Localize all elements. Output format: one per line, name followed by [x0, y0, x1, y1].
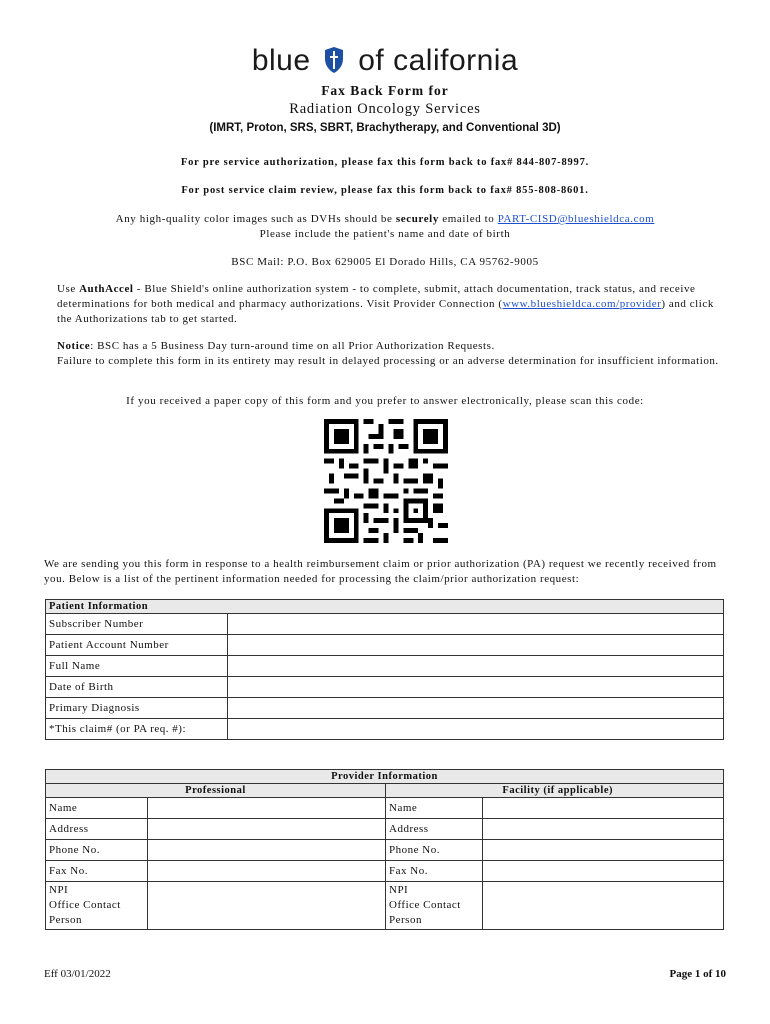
page-of: of — [700, 968, 715, 980]
professional-phone-field[interactable] — [148, 840, 386, 861]
form-subtitle: (IMRT, Proton, SRS, SBRT, Brachytherapy, and Conventional 3D) — [209, 122, 561, 134]
professional-header: Professional — [46, 784, 386, 798]
intro-paragraph: We are sending you this form in response to a health reimbursement claim or prior authorization (PA) request we recently received from you. Below is a list of the pertinent information needed for processing the claim/prior authorization request: — [44, 558, 717, 585]
logo-left: blue — [251, 44, 311, 77]
facility-label: Name — [386, 798, 483, 819]
shield-icon — [323, 46, 345, 82]
facility-label: Address — [386, 819, 483, 840]
patient-label: *This claim# (or PA req. #): — [46, 719, 228, 740]
patient-label: Primary Diagnosis — [46, 698, 228, 719]
authaccel-paragraph — [57, 282, 722, 327]
facility-fax-field[interactable] — [483, 861, 724, 882]
subscriber-number-field[interactable] — [228, 614, 724, 635]
facility-npi-field[interactable] — [483, 882, 724, 930]
patient-label: Full Name — [46, 656, 228, 677]
auth-text: - Blue Shield's online authorization system - to complete, submit, attach documentation, track status, and receive determinations for both medical and pharmacy authorizations. Visit Provider Connection ( — [57, 283, 696, 310]
patient-label: Patient Account Number — [46, 635, 228, 656]
page-total: 10 — [715, 968, 726, 980]
professional-label: Fax No. — [46, 861, 148, 882]
images-line — [0, 213, 770, 225]
effective-date: Eff 03/01/2022 — [44, 968, 111, 980]
professional-address-field[interactable] — [148, 819, 386, 840]
provider-link[interactable]: www.blueshieldca.com/provider — [502, 298, 662, 310]
page-number — [669, 968, 726, 980]
images-text: Any high-quality color images such as DVHs should be — [115, 213, 396, 225]
notice-text-2: Failure to complete this form in its entirety may result in delayed processing or an adverse determination for insufficient information. — [57, 355, 719, 367]
logo-right: of california — [358, 44, 519, 77]
form-title-line1: Fax Back Form for — [321, 83, 449, 98]
primary-diagnosis-field[interactable] — [228, 698, 724, 719]
date-of-birth-field[interactable] — [228, 677, 724, 698]
images-text-2: emailed to — [438, 213, 498, 225]
professional-name-field[interactable] — [148, 798, 386, 819]
claim-number-field[interactable] — [228, 719, 724, 740]
contact-label: Office Contact Person — [389, 899, 461, 926]
full-name-field[interactable] — [228, 656, 724, 677]
contact-label: Office Contact Person — [49, 899, 121, 926]
page-label: Page — [669, 968, 695, 980]
notice-paragraph — [57, 339, 722, 369]
images-bold: securely — [395, 213, 439, 225]
professional-npi-contact-label — [46, 882, 148, 930]
patient-label: Date of Birth — [46, 677, 228, 698]
facility-address-field[interactable] — [483, 819, 724, 840]
auth-use: Use — [57, 283, 80, 295]
facility-label: Fax No. — [386, 861, 483, 882]
page-current: 1 — [694, 968, 701, 980]
patient-info-table — [45, 599, 724, 740]
patient-info-header: Patient Information — [46, 600, 724, 614]
include-line: Please include the patient's name and date of birth — [259, 228, 511, 240]
facility-phone-field[interactable] — [483, 840, 724, 861]
professional-npi-field[interactable] — [148, 882, 386, 930]
provider-info-header: Provider Information — [46, 770, 724, 784]
form-title-line2: Radiation Oncology Services — [289, 101, 481, 117]
fax-post-service: For post service claim review, please fax this form back to fax# 855-808-8601. — [181, 185, 589, 196]
qr-code-icon[interactable] — [324, 419, 448, 543]
npi-label: NPI — [49, 884, 69, 896]
professional-label: Phone No. — [46, 840, 148, 861]
qr-intro: If you received a paper copy of this form and you prefer to answer electronically, please scan this code: — [126, 395, 644, 407]
email-link[interactable]: PART-CISD@blueshieldca.com — [497, 213, 655, 225]
professional-label: Address — [46, 819, 148, 840]
facility-npi-contact-label — [386, 882, 483, 930]
npi-label: NPI — [389, 884, 409, 896]
notice-text: : BSC has a 5 Business Day turn-around time on all Prior Authorization Requests. — [90, 340, 495, 352]
auth-name: AuthAccel — [79, 283, 134, 295]
patient-label: Subscriber Number — [46, 614, 228, 635]
facility-header: Facility (if applicable) — [386, 784, 724, 798]
auth-text-end: ) and click the Authorizations tab to get started. — [57, 298, 714, 325]
mail-address: BSC Mail: P.O. Box 629005 El Dorado Hills, CA 95762-9005 — [231, 256, 539, 268]
logo — [0, 44, 770, 82]
professional-label: Name — [46, 798, 148, 819]
facility-name-field[interactable] — [483, 798, 724, 819]
provider-info-table — [45, 769, 724, 930]
facility-label: Phone No. — [386, 840, 483, 861]
professional-fax-field[interactable] — [148, 861, 386, 882]
notice-label: Notice — [57, 340, 91, 352]
patient-account-number-field[interactable] — [228, 635, 724, 656]
fax-pre-service: For pre service authorization, please fax this form back to fax# 844-807-8997. — [180, 157, 590, 168]
